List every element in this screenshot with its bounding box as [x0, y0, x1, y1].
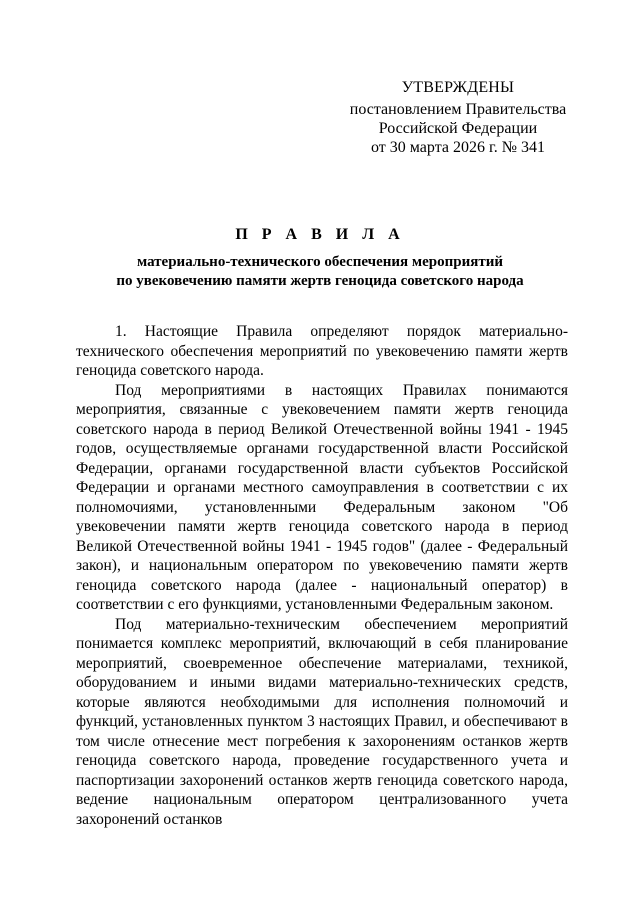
- paragraph-3: Под материально-техническим обеспечением мероприятий понимается комплекс мероприятий, включающий в себя планирование мероприятий, своевременное обеспечение материалами, техникой, оборудованием и иными видами материально-технических средств, которые являются необходимыми для исполнения полномочий и функций, установленных пунктом 3 настоящих Правил, и обеспечивают в том числе отнесение мест погребения к захоронениям останков жертв геноцида советского народа, проведение государственного учета и паспортизации захоронений останков жертв геноцида советского народа, ведение национальным оператором централизованного учета захоронений останков: [76, 615, 568, 828]
- document-title: П Р А В И Л А: [235, 226, 405, 243]
- approval-heading: УТВЕРЖДЕНЫ: [401, 79, 515, 96]
- approval-line-1: постановлением Правительства: [349, 101, 567, 118]
- approval-line-2: Российской Федерации: [378, 120, 538, 137]
- approval-line-3: от 30 марта 2026 г. № 341: [371, 139, 545, 156]
- subtitle-line-1: материально-технического обеспечения мероприятий: [136, 254, 504, 270]
- paragraph-1: 1. Настоящие Правила определяют порядок материально-технического обеспечения мероприятий по увековечению памяти жертв геноцида советского народа.: [76, 323, 568, 379]
- document-subtitle: [0, 253, 640, 291]
- document-body: [76, 322, 568, 829]
- paragraph-2: Под мероприятиями в настоящих Правилах понимаются мероприятия, связанные с увековечением памяти жертв геноцида советского народа в период Великой Отечественной войны 1941 - 1945 годов, осуществляемые органами государственной власти Российской Федерации, органами государственной власти субъектов Российской Федерации и органами местного самоуправления в соответствии с их полномочиями, установленными Федеральным законом "Об увековечении памяти жертв геноцида советского народа в период Великой Отечественной войны 1941 - 1945 годов" (далее - Федеральный закон), и национальным оператором по увековечению памяти жертв геноцида советского народа (далее - национальный оператор) в соответствии с его функциями, установленными Федеральным законом.: [76, 381, 568, 613]
- subtitle-line-2: по увековечению памяти жертв геноцида советского народа: [116, 273, 524, 289]
- approval-block: [340, 78, 576, 157]
